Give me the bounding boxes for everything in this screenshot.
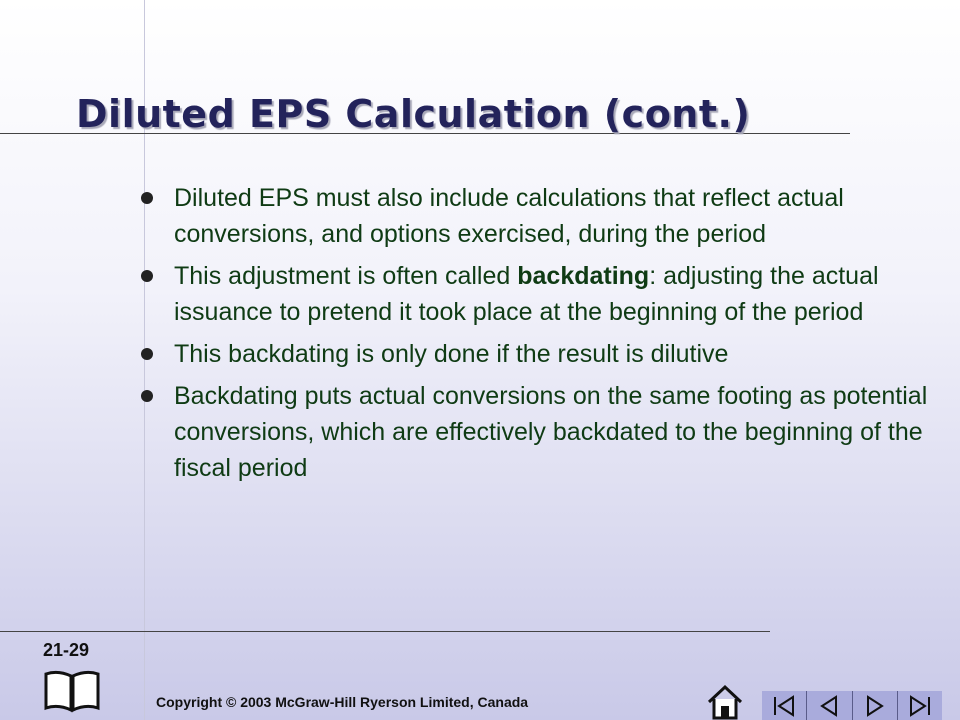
first-slide-button[interactable] bbox=[762, 691, 806, 720]
last-slide-button[interactable] bbox=[897, 691, 942, 720]
bullet-bold-term: backdating bbox=[517, 262, 650, 290]
bullet-text: Backdating puts actual conversions on the same footing as potential conversions, which are effectively backdated to the beginning of the fiscal period bbox=[174, 382, 928, 482]
bullet-dot-icon bbox=[141, 348, 153, 360]
bullet-item bbox=[140, 336, 950, 372]
slide-number: 21-29 bbox=[43, 640, 90, 660]
bullet-text: This backdating is only done if the result is dilutive bbox=[174, 340, 729, 368]
first-slide-icon bbox=[771, 695, 797, 717]
last-slide-icon bbox=[907, 695, 933, 717]
bullet-item bbox=[140, 180, 950, 252]
bullet-dot-icon bbox=[141, 270, 153, 282]
slide-title: Diluted EPS Calculation (cont.) bbox=[76, 92, 751, 136]
bullet-item bbox=[140, 258, 950, 330]
bullet-item bbox=[140, 378, 950, 486]
bullet-dot-icon bbox=[141, 192, 153, 204]
bullet-text: Diluted EPS must also include calculations that reflect actual conversions, and options exercised, during the period bbox=[174, 184, 844, 248]
copyright-notice: Copyright © 2003 McGraw-Hill Ryerson Limited, Canada bbox=[156, 694, 529, 710]
footer-divider bbox=[0, 631, 770, 632]
navigation-bar bbox=[762, 691, 942, 720]
next-slide-icon bbox=[862, 695, 888, 717]
next-slide-button[interactable] bbox=[852, 691, 897, 720]
home-icon[interactable] bbox=[705, 682, 745, 720]
previous-slide-button[interactable] bbox=[806, 691, 851, 720]
bullet-text: This adjustment is often called bbox=[174, 262, 518, 290]
previous-slide-icon bbox=[816, 695, 842, 717]
book-icon bbox=[42, 668, 102, 714]
bullet-dot-icon bbox=[141, 390, 153, 402]
bullet-list bbox=[140, 180, 950, 492]
bullet-text-continued: : adjusting the actual issuance to pretend it took place at the beginning of the period bbox=[174, 262, 879, 326]
